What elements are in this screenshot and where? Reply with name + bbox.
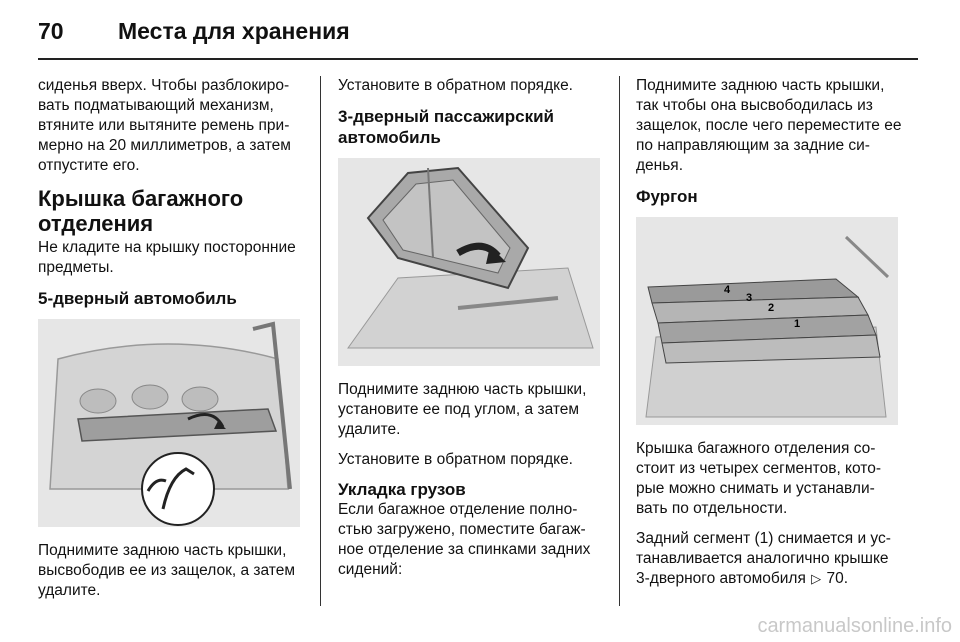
warning-paragraph: Не кладите на крышку посторонние предметы. xyxy=(38,239,296,276)
cargo-text: Если багажное отделение полно-стью загружено, поместите багаж-ное отделение за спинками задних сидений: xyxy=(338,501,591,578)
instruction-5door: Поднимите заднюю часть крышки, высвободив ее из защелок, а затем удалите. xyxy=(38,542,295,599)
column-divider xyxy=(619,76,620,606)
column-2 xyxy=(338,76,604,590)
rear-segment-text: Задний сегмент (1) снимается и ус-танавливается аналогично крышке 3-дверного автомобиля xyxy=(636,530,891,587)
page-title: Места для хранения xyxy=(118,18,350,44)
section-title: Крышка багажного отделения xyxy=(38,186,244,236)
cargo-title: Укладка грузов xyxy=(338,480,466,499)
page-reference-link[interactable]: 70. xyxy=(826,570,849,587)
subsection-title-5door: 5-дверный автомобиль xyxy=(38,289,237,308)
subsection-title-3door: 3-дверный пассажирский автомобиль xyxy=(338,107,554,147)
illustration-van-cover xyxy=(636,217,898,425)
intro-paragraph: сиденья вверх. Чтобы разблокиро-вать подматывающий механизм, втяните или вытяните ремень при-мерно на 20 миллиметров, а затем отпустите его. xyxy=(38,77,291,174)
instruction-3door: Поднимите заднюю часть крышки, установите ее под углом, а затем удалите. xyxy=(338,381,587,438)
segment-label-4: 4 xyxy=(724,284,731,296)
column-1 xyxy=(38,76,304,611)
instruction-lift: Поднимите заднюю часть крышки, так чтобы она высвободилась из защелок, после чего переместите ее по направляющим за задние си-денья. xyxy=(636,77,902,174)
column-divider xyxy=(320,76,321,606)
reverse-order-note: Установите в обратном порядке. xyxy=(338,77,573,94)
segment-label-2: 2 xyxy=(768,302,775,314)
segments-description: Крышка багажного отделения со-стоит из четырех сегментов, кото-рые можно снимать и устанавли-вать по отдельности. xyxy=(636,440,882,517)
page-reference-icon: ▷ xyxy=(811,571,822,586)
rear-segment-note xyxy=(636,529,902,589)
illustration-3door-cover xyxy=(338,158,600,366)
watermark: carmanualsonline.info xyxy=(757,615,952,637)
subsection-title-van: Фургон xyxy=(636,187,698,206)
segment-label-1: 1 xyxy=(794,318,801,330)
header-divider xyxy=(38,58,918,60)
page-header xyxy=(38,14,918,54)
segment-label-3: 3 xyxy=(746,292,753,304)
illustration-5door-cover xyxy=(38,319,300,527)
column-3 xyxy=(636,76,902,599)
page-number: 70 xyxy=(38,18,64,44)
reverse-order-note-2: Установите в обратном порядке. xyxy=(338,451,573,468)
